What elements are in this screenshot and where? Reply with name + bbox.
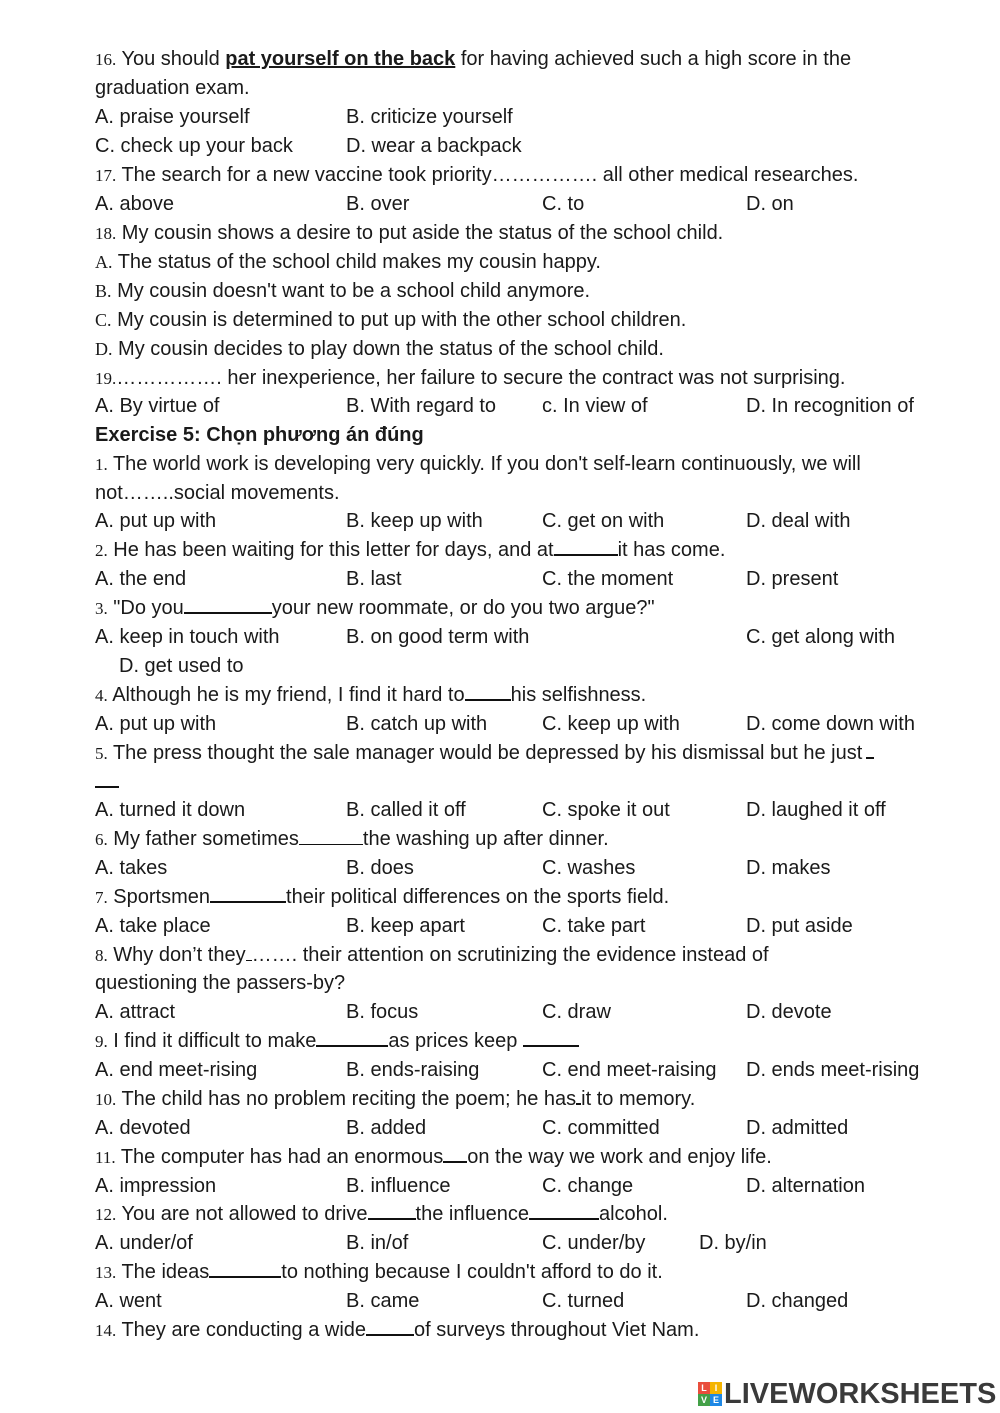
option-c: C. the moment: [542, 568, 674, 590]
answer-blank: [210, 883, 286, 903]
question-number: 10.: [95, 1090, 117, 1109]
option-d: D. alternation: [746, 1175, 865, 1197]
question-text: The computer has had an enormous: [115, 1146, 444, 1168]
option-b: B. With regard to: [346, 395, 497, 417]
question-text-cont: it to memory.: [581, 1088, 696, 1110]
question-number: 6.: [95, 830, 108, 849]
option-d: D. present: [746, 568, 839, 590]
answer-blank: [554, 536, 618, 556]
option-b: B. ends-raising: [346, 1059, 480, 1081]
option-letter: A.: [95, 252, 113, 272]
option-b: B. on good term with: [346, 626, 530, 648]
option-b: B. catch up with: [346, 713, 488, 735]
logo-square-l: L: [698, 1382, 710, 1394]
question-19: [0, 364, 1000, 393]
option-c: c. In view of: [542, 395, 648, 417]
option-letter: C.: [95, 310, 112, 330]
option-d: D. makes: [746, 857, 831, 879]
question-text-cont: on the way we work and enjoy life.: [467, 1146, 772, 1168]
option-d: D. ends meet-rising: [746, 1059, 920, 1081]
option-c: C. keep up with: [542, 713, 680, 735]
question-text: The child has no problem reciting the poem; he has: [116, 1088, 577, 1110]
question-number: 12.: [95, 1205, 117, 1224]
question-text: My father sometimes: [107, 828, 299, 850]
option-c: C. end meet-raising: [542, 1059, 717, 1081]
option-d: My cousin decides to play down the status of the school child.: [112, 338, 664, 360]
option-c: C. under/by: [542, 1232, 646, 1254]
answer-blank: [299, 826, 363, 845]
option-a: The status of the school child makes my cousin happy.: [112, 251, 601, 273]
exercise-question-8: [0, 941, 1000, 970]
answer-blank: [368, 1200, 416, 1220]
answer-blank: [523, 1027, 579, 1047]
question-text-end: alcohol.: [598, 1203, 668, 1225]
answer-blank: [366, 1316, 414, 1336]
option-b: B. criticize yourself: [346, 106, 513, 128]
question-text: Sportsmen: [107, 886, 211, 908]
logo-wordmark: LIVEWORKSHEETS: [724, 1377, 997, 1410]
question-number: 19.: [95, 369, 117, 388]
question-17: [0, 161, 1000, 190]
option-b: B. does: [346, 857, 414, 879]
option-c: C. get along with: [746, 626, 895, 648]
question-text-cont: as prices keep: [388, 1030, 523, 1052]
question-number: 18.: [95, 224, 117, 243]
exercise-question-3: [0, 594, 1000, 623]
question-number: 7.: [95, 888, 108, 907]
option-c: C. committed: [542, 1117, 660, 1139]
option-a: A. put up with: [95, 510, 217, 532]
question-number: 9.: [95, 1032, 108, 1051]
option-d: D. on: [746, 193, 794, 215]
question-number: 16.: [95, 50, 117, 69]
option-b: B. came: [346, 1290, 420, 1312]
option-a: A. By virtue of: [95, 395, 220, 417]
exercise-question-13: [0, 1258, 1000, 1287]
exercise-question-2: [0, 536, 1000, 565]
question-number: 2.: [95, 541, 108, 560]
option-c: C. spoke it out: [542, 799, 670, 821]
option-d: D. In recognition of: [746, 395, 914, 417]
option-d: D. come down with: [746, 713, 915, 735]
question-text: The world work is developing very quickly. If you don't self-learn continuously, we will: [107, 453, 861, 475]
option-b: My cousin doesn't want to be a school child anymore.: [111, 280, 591, 302]
question-text: You should: [116, 48, 226, 70]
logo-icon: [698, 1382, 722, 1406]
question-text: Why don’t they: [107, 944, 246, 966]
option-a: A. end meet-rising: [95, 1059, 258, 1081]
question-text-cont: it has come.: [617, 539, 726, 561]
answer-blank: [95, 768, 119, 788]
question-text: They are conducting a wide: [116, 1319, 367, 1341]
option-c: C. get on with: [542, 510, 665, 532]
exercise-question-7: [0, 883, 1000, 912]
question-text-wrap: graduation exam.: [95, 77, 250, 99]
question-text-cont: for having achieved such a high score in the: [455, 48, 852, 70]
option-a: A. keep in touch with: [95, 626, 280, 648]
answer-blank: [465, 681, 511, 701]
option-d: D. deal with: [746, 510, 851, 532]
question-text-cont: to nothing because I couldn't afford to do it.: [281, 1261, 663, 1283]
option-b: B. influence: [346, 1175, 451, 1197]
option-b: B. focus: [346, 1001, 419, 1023]
question-text: I find it difficult to make: [107, 1030, 317, 1052]
option-c: C. to: [542, 193, 585, 215]
question-text-cont: your new roommate, or do you two argue?": [271, 597, 655, 619]
exercise-question-10: [0, 1085, 1000, 1114]
option-b: B. added: [346, 1117, 427, 1139]
option-c: My cousin is determined to put up with the other school children.: [111, 309, 687, 331]
exercise-question-14: [0, 1316, 1000, 1345]
exercise-question-5: [0, 739, 1000, 768]
question-number: 1.: [95, 455, 108, 474]
option-a: A. attract: [95, 1001, 176, 1023]
liveworksheets-logo: [698, 1378, 996, 1410]
exercise-question-12: [0, 1200, 1000, 1229]
option-a: A. went: [95, 1290, 162, 1312]
option-d: D. put aside: [746, 915, 853, 937]
option-letter: D.: [95, 339, 113, 359]
option-c: C. washes: [542, 857, 636, 879]
logo-square-i: I: [710, 1382, 722, 1394]
option-d: D. changed: [746, 1290, 849, 1312]
question-text-cont: their political differences on the sports field.: [286, 886, 670, 908]
option-d: D. laughed it off: [746, 799, 886, 821]
underlined-phrase: pat yourself on the back: [225, 48, 456, 70]
option-b: B. keep up with: [346, 510, 483, 532]
answer-blank: [316, 1027, 388, 1047]
question-text-cont: the influence: [415, 1203, 529, 1225]
option-letter: B.: [95, 281, 112, 301]
question-text: He has been waiting for this letter for days, and at: [107, 539, 554, 561]
option-a: A. takes: [95, 857, 168, 879]
question-text-cont: his selfishness.: [510, 684, 647, 706]
question-text-cont: ……. their attention on scrutinizing the evidence instead of: [251, 944, 769, 966]
exercise-question-9: [0, 1027, 1000, 1056]
question-number: 5.: [95, 744, 108, 763]
option-d: D. wear a backpack: [346, 135, 522, 157]
question-text-cont: the washing up after dinner.: [362, 828, 609, 850]
logo-square-e: E: [710, 1394, 722, 1406]
answer-blank: [184, 594, 272, 614]
option-b: B. last: [346, 568, 402, 590]
question-number: 17.: [95, 166, 117, 185]
question-number: 4.: [95, 686, 108, 705]
answer-blank: [209, 1258, 281, 1278]
question-text-cont: of surveys throughout Viet Nam.: [414, 1319, 700, 1341]
option-a: A. above: [95, 193, 174, 215]
question-number: 8.: [95, 946, 108, 965]
question-text: You are not allowed to drive: [116, 1203, 368, 1225]
exercise-title: Exercise 5: Chọn phương án đúng: [95, 424, 424, 446]
answer-blank: [443, 1143, 467, 1163]
option-a: A. turned it down: [95, 799, 246, 821]
option-a: A. take place: [95, 915, 211, 937]
question-text: Although he is my friend, I find it hard to: [107, 684, 465, 706]
option-a: A. devoted: [95, 1117, 191, 1139]
exercise-question-1: [0, 450, 1000, 479]
question-text: "Do you: [107, 597, 184, 619]
question-number: 13.: [95, 1263, 117, 1282]
option-d: D. get used to: [119, 655, 244, 677]
option-c: C. change: [542, 1175, 634, 1197]
option-b: B. called it off: [346, 799, 466, 821]
question-16: [0, 45, 1000, 74]
question-text: The search for a new vaccine took priority……………. all other medical researches.: [116, 164, 859, 186]
question-text: My cousin shows a desire to put aside the status of the school child.: [116, 222, 724, 244]
answer-blank: [866, 739, 874, 759]
option-c: C. take part: [542, 915, 646, 937]
option-c: C. turned: [542, 1290, 625, 1312]
question-text: ……………. her inexperience, her failure to secure the contract was not surprising.: [116, 367, 846, 389]
option-c: C. draw: [542, 1001, 611, 1023]
option-a: A. the end: [95, 568, 187, 590]
answer-blank: [529, 1200, 599, 1220]
option-b: B. over: [346, 193, 410, 215]
option-c: C. check up your back: [95, 135, 293, 157]
question-text: The ideas: [116, 1261, 210, 1283]
option-b: B. keep apart: [346, 915, 465, 937]
exercise-question-4: [0, 681, 1000, 710]
question-text-wrap: not……..social movements.: [95, 482, 340, 504]
exercise-question-6: [0, 825, 1000, 854]
question-number: 11.: [95, 1148, 116, 1167]
question-number: 14.: [95, 1321, 117, 1340]
exercise-question-11: [0, 1143, 1000, 1172]
option-b: B. in/of: [346, 1232, 409, 1254]
question-text-wrap: questioning the passers-by?: [95, 972, 346, 994]
question-text: The press thought the sale manager would be depressed by his dismissal but he just: [107, 742, 863, 764]
question-18: [0, 219, 1000, 248]
logo-square-v: V: [698, 1394, 710, 1406]
option-a: A. praise yourself: [95, 106, 250, 128]
option-d: D. admitted: [746, 1117, 849, 1139]
question-number: 3.: [95, 599, 108, 618]
option-d: D. devote: [746, 1001, 832, 1023]
option-a: A. put up with: [95, 713, 217, 735]
option-a: A. impression: [95, 1175, 217, 1197]
option-a: A. under/of: [95, 1232, 193, 1254]
option-d: D. by/in: [699, 1232, 767, 1254]
